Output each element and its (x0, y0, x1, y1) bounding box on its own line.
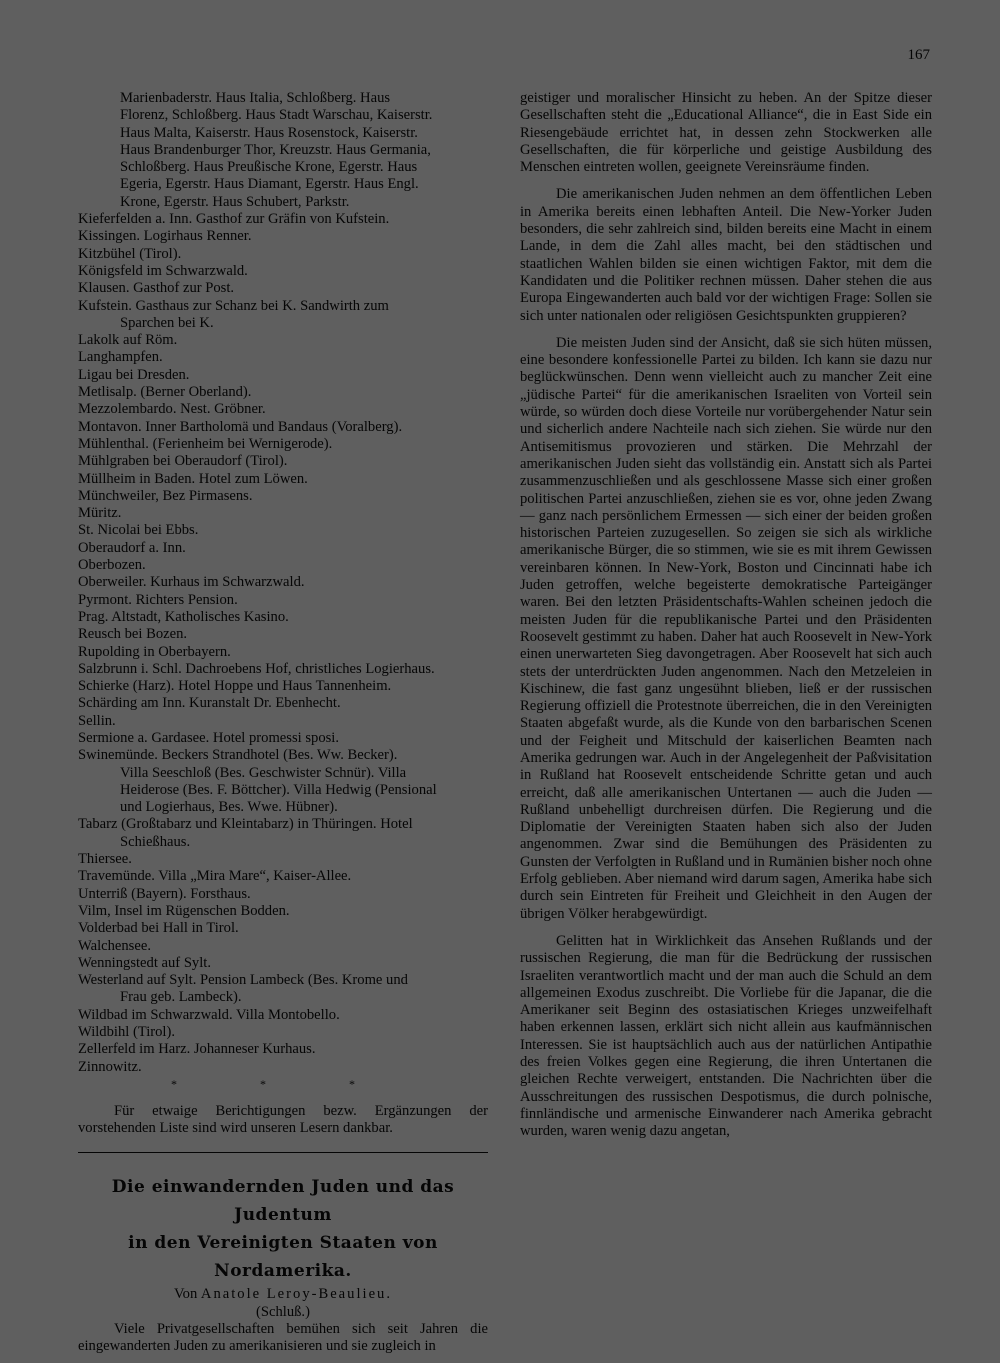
list-item: und Logierhaus, Bes. Wwe. Hübner). (120, 799, 338, 816)
list-item: Müritz. (78, 505, 122, 522)
list-item: Königsfeld im Schwarzwald. (78, 262, 248, 279)
list-item: Heiderose (Bes. F. Böttcher). Villa Hedwig (Pensional (120, 781, 437, 798)
separator-stars: * * * (171, 1076, 395, 1091)
list-item: Oberbozen. (78, 557, 146, 574)
list-item: Rupolding in Oberbayern. (78, 643, 231, 660)
list-item: Reusch bei Bozen. (78, 626, 188, 643)
list-item: Thiersee. (78, 851, 132, 868)
list-item: Oberaudorf a. Inn. (78, 539, 186, 556)
article-title (78, 1173, 488, 1285)
list-item: Langhampfen. (78, 349, 163, 366)
article-paragraph (520, 90, 932, 176)
corrections-note (78, 1103, 488, 1138)
list-item: Müllheim in Baden. Hotel zum Löwen. (78, 470, 308, 487)
list-item: Wenningstedt auf Sylt. (78, 954, 211, 971)
list-item: Krone, Egerstr. Haus Schubert, Parkstr. (120, 193, 350, 210)
list-item: Sparchen bei K. (120, 314, 214, 331)
article-paragraph-1: geistiger und moralischer Hinsicht zu heben. An der Spitze dieser Gesellschaften steht die „Educational Alliance“, die in East Side ein Riesengebäude errichtet hat, in dessen zehn Stockwerken alle Gesellschaften, die für körperliche und geistige Ausbildung des Menschen eintreten wollen, geeignete Vereinsräume finden. (520, 90, 932, 176)
list-item: Kitzbühel (Tirol). (78, 245, 182, 262)
list-item: Kieferfelden a. Inn. Gasthof zur Gräfin von Kufstein. (78, 211, 390, 228)
list-item: Haus Malta, Kaiserstr. Haus Rosenstock, Kaiserstr. (120, 124, 418, 141)
list-item: Prag. Altstadt, Katholisches Kasino. (78, 608, 289, 625)
list-item: Lakolk auf Röm. (78, 332, 178, 349)
list-item: St. Nicolai bei Ebbs. (78, 522, 199, 539)
article-start-text: Viele Privatgesellschaften bemühen sich seit Jahren die eingewanderten Juden zu amerikanisieren und sie zugleich in (78, 1320, 488, 1354)
list-item: Kissingen. Logirhaus Renner. (78, 228, 252, 245)
list-item: Sermione a. Gardasee. Hotel promessi sposi. (78, 729, 340, 746)
list-item: Pyrmont. Richters Pension. (78, 591, 238, 608)
list-item: Metlisalp. (Berner Oberland). (78, 384, 252, 401)
list-item: Westerland auf Sylt. Pension Lambeck (Bes. Krome und (78, 972, 408, 989)
list-item: Schärding am Inn. Kuranstalt Dr. Ebenhecht. (78, 695, 341, 712)
list-item: Zellerfeld im Harz. Johanneser Kurhaus. (78, 1041, 316, 1058)
list-item: Salzbrunn i. Schl. Dachroebens Hof, christliches Logierhaus. (78, 660, 435, 677)
article-start (78, 1321, 488, 1356)
list-item: Egeria, Egerstr. Haus Diamant, Egerstr. Haus Engl. (120, 176, 419, 193)
corrections-note-text: Für etwaige Berichtigungen bezw. Ergänzungen der vorstehenden Liste sind wird unseren Lesern dankbar. (78, 1102, 488, 1137)
list-item: Swinemünde. Beckers Strandhotel (Bes. Ww. Becker). (78, 747, 398, 764)
list-item: Schloßberg. Haus Preußische Krone, Egerstr. Haus (120, 159, 418, 176)
list-item: Wildbad im Schwarzwald. Villa Montobello. (78, 1006, 340, 1023)
list-item: Walchensee. (78, 937, 151, 954)
article-subnote: (Schluß.) (256, 1303, 310, 1320)
left-column (78, 90, 488, 1355)
list-item: Schierke (Harz). Hotel Hoppe und Haus Tannenheim. (78, 678, 392, 695)
list-item: Haus Brandenburger Thor, Kreuzstr. Haus Germania, (120, 141, 431, 158)
list-item: Unterriß (Bayern). Forsthaus. (78, 885, 251, 902)
list-item: Volderbad bei Hall in Tirol. (78, 920, 239, 937)
article-byline (78, 1285, 488, 1303)
list-item: Münchweiler, Bez Pirmasens. (78, 487, 253, 504)
list-item: Schießhaus. (120, 833, 191, 850)
article-paragraph (520, 335, 932, 923)
article-paragraph (520, 933, 932, 1141)
article-title-line-1: Die einwandernden Juden und das Judentum (111, 1176, 455, 1225)
article-title-line-3: Nordamerika. (214, 1260, 352, 1281)
list-item: Florenz, Schloßberg. Haus Stadt Warschau, Kaiserstr. (120, 107, 433, 124)
page-number: 167 (907, 47, 930, 63)
section-divider (78, 1152, 488, 1153)
list-item: Travemünde. Villa „Mira Mare“, Kaiser-Allee. (78, 868, 352, 885)
article-paragraph-3: Die meisten Juden sind der Ansicht, daß sie sich hüten müssen, eine besondere konfessionelle Partei zu bilden. Ich kann sie dazu nur beglückwünschen. Denn wenn vielleicht auch zu mancher Zeit eine „jüdische Partei“ für die amerikanischen Israeliten von Vorteil sein würde, so würden doch diese Vorteile nur vorübergehender Natur sein und sicherlich andere Nachteile nach sich ziehen. Sie würde nur den Antisemitismus provozieren und stärken. Die Mehrzahl der amerikanischen Juden sieht das vollständig ein. Anstatt sich als Partei zusammenzuschließen und als geschlossene Masse sich einer großen politischen Partei anzuschließen, ziehen sie es vor, ohne jeden Zwang — ganz nach persönlichem Ermessen — sich einer der beiden großen historischen Parteien zuzugesellen. So zeigen sie sich als wirkliche amerikanische Bürger, die so stimmen, wie sie es mit ihrem Gewissen vereinbaren können. In New-York, Boston und Cincinnati habe ich Juden getroffen, welche begeisterte demokratische Parteigänger waren. Bei den letzten Präsidentschafts-Wahlen scheinen jedoch die meisten Juden für die republikanische Partei und den Präsidenten Roosevelt gestimmt zu haben. Daher hat auch Roosevelt in New-York einen unerwarteten Sieg davongetragen. Aber Roosevelt hat sich auch stets der unterdrückten Juden angenommen. Nach den Metzeleien in Kischinew, die fast ganz ungesühnt blieben, ließ er der russischen Regierung offiziell die Protestnote überreichen, die in den Vereinigten Staaten abgefaßt wurde, als die Kunde von den barbarischen Scenen und der Feigheit und Mitschuld der kaiserlichen Beamten nach Amerika gedrungen war. Auch in der Angelegenheit der Paßvisitation in Rußland hat Roosevelt entscheidende Schritte getan und auch erreicht, daß alle amerikanischen Untertanen — auch die Juden — Rußland unbehelligt durchreisen dürfen. Die Regierung und die Diplomatie der Vereinigten Staaten haben sich also der Juden angenommen. Zwar sind die Bemühungen des Präsidenten zu Gunsten der Verfolgten in Rußland und in Rumänien bisher noch ohne Erfolg geblieben. Aber niemand wird darum sagen, Amerika habe sich durch sein Eintreten für Freiheit und Gleichheit in den Augen der übrigen Völker herabgewürdigt. (520, 334, 932, 922)
list-item: Villa Seeschloß (Bes. Geschwister Schnür). Villa (120, 764, 407, 781)
list-item: Oberweiler. Kurhaus im Schwarzwald. (78, 574, 305, 591)
byline-prefix: Von (174, 1285, 198, 1302)
list-item: Tabarz (Großtabarz und Kleintabarz) in Thüringen. Hotel (78, 816, 413, 833)
list-item: Zinnowitz. (78, 1058, 142, 1075)
byline-author: Anatole Leroy-Beaulieu. (200, 1285, 392, 1302)
article-paragraph (520, 186, 932, 324)
list-item: Vilm, Insel im Rügenschen Bodden. (78, 902, 290, 919)
list-item: Mezzolembardo. Nest. Gröbner. (78, 401, 266, 418)
article-paragraph-2: Die amerikanischen Juden nehmen an dem öffentlichen Leben in Amerika bereits einen lebhaften Anteil. Die New-Yorker Juden besonders, die sehr zahlreich sind, bilden bereits eine Macht in einem Lande, in dem die Zahl alles macht, bei den städtischen und staatlichen Wahlen bilden sie einen wichtigen Faktor, mit dem die Kandidaten und die Politiker rechnen müssen. Daher stehen die aus Europa Eingewanderten auch bald vor der wichtigen Frage: Sollen sie sich unter nationalen oder religiösen Gesichtspunkten gruppieren? (520, 186, 932, 324)
resort-list (78, 90, 488, 1076)
list-item: Kufstein. Gasthaus zur Schanz bei K. Sandwirth zum (78, 297, 389, 314)
article-paragraph-4: Gelitten hat in Wirklichkeit das Ansehen Rußlands und der russischen Regierung, die man für die Bedrückung der russischen Israeliten verantwortlich macht und der man auch die Schuld an dem allgemeinen Exodus zuschreibt. Die Vorliebe für die Japanar, die die Amerikaner seit Beginn des ostasiatischen Krieges unzweifelhaft haben erkennen lassen, erklärt sich nicht allein aus kaufmännischen Interessen. Sie ist hauptsächlich auch aus der natürlichen Antipathie des freien Volkes gegen eine Regierung, die ihren Untertanen die gleichen Rechte verweigert, entstanden. Die Nachrichten über die Ausschreitungen des russischen Despotismus, die durch polnische, finnländische und armenische Einwanderer nach Amerika gebracht wurden, waren wenig dazu angetan, (520, 932, 932, 1140)
list-item: Klausen. Gasthof zur Post. (78, 280, 235, 297)
right-column (520, 90, 932, 1141)
article-title-line-2: in den Vereinigten Staaten von (128, 1232, 438, 1253)
list-item: Mühlgraben bei Oberaudorf (Tirol). (78, 453, 288, 470)
list-item: Frau geb. Lambeck). (120, 989, 242, 1006)
list-item: Montavon. Inner Bartholomä und Bandaus (Voralberg). (78, 418, 403, 435)
list-item: Sellin. (78, 712, 116, 729)
list-item: Marienbaderstr. Haus Italia, Schloßberg. Haus (120, 90, 391, 106)
list-item: Wildbihl (Tirol). (78, 1024, 175, 1041)
list-item: Ligau bei Dresden. (78, 366, 190, 383)
list-item: Mühlenthal. (Ferienheim bei Wernigerode). (78, 435, 333, 452)
